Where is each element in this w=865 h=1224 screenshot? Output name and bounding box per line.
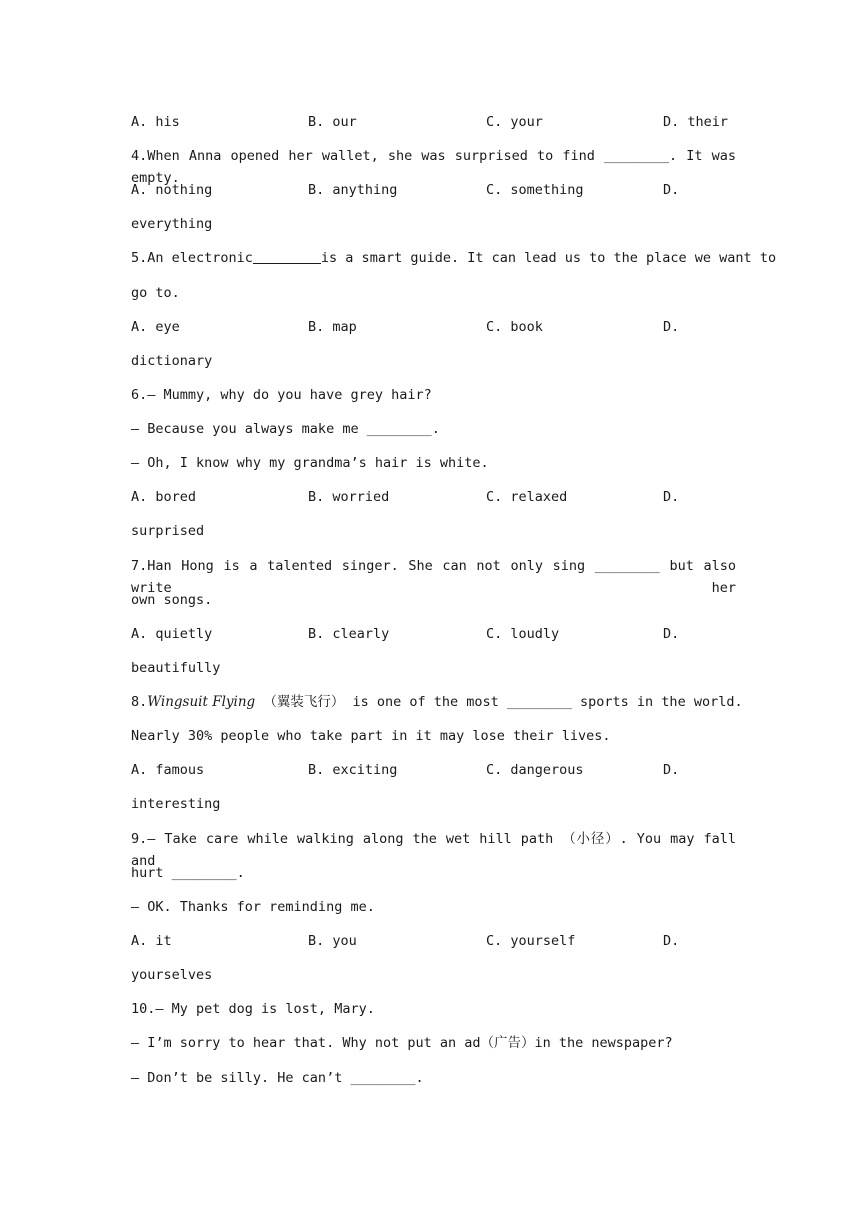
q7-option-d[interactable]: D.	[663, 626, 680, 642]
q4-option-a[interactable]: A. nothing	[131, 182, 213, 198]
q3-option-c[interactable]: C. your	[486, 114, 543, 130]
q4-option-d[interactable]: D.	[663, 182, 680, 198]
q7-option-d-text: beautifully	[131, 660, 221, 676]
q6-option-d[interactable]: D.	[663, 489, 680, 505]
q7-option-c[interactable]: C. loudly	[486, 626, 560, 642]
q8-line-1-rest: （翼装飞行） is one of the most ________ sports in the world.	[263, 694, 743, 710]
q4-option-b[interactable]: B. anything	[308, 182, 398, 198]
q10-line-3: — Don’t be silly. He can’t ________.	[131, 1070, 424, 1086]
q7-option-b[interactable]: B. clearly	[308, 626, 390, 642]
q5-stem-end: is a smart guide. It can lead us to the place we want to	[320, 250, 777, 266]
q7-line-2: own songs.	[131, 592, 213, 608]
q5-option-c[interactable]: C. book	[486, 319, 543, 335]
q9-option-c[interactable]: C. yourself	[486, 933, 576, 949]
q8-number: 8.	[131, 694, 148, 710]
q7-options	[131, 623, 736, 645]
q4-option-d-text: everything	[131, 216, 213, 232]
q9-line-1: 9.— Take care while walking along the wet hill path （小径）. You may fall and	[131, 831, 736, 869]
q6-line-3: — Oh, I know why my grandma’s hair is white.	[131, 455, 489, 471]
q5-option-a[interactable]: A. eye	[131, 319, 180, 335]
q7-option-a[interactable]: A. quietly	[131, 626, 213, 642]
q6-line-2: — Because you always make me ________.	[131, 421, 440, 437]
q3-options	[131, 111, 736, 133]
q5-stem	[131, 247, 777, 269]
q6-option-c[interactable]: C. relaxed	[486, 489, 568, 505]
q6-option-b[interactable]: B. worried	[308, 489, 390, 505]
q8-option-a[interactable]: A. famous	[131, 762, 205, 778]
q3-option-d[interactable]: D. their	[663, 114, 729, 130]
q10-line-2: — I’m sorry to hear that. Why not put an ad（广告）in the newspaper?	[131, 1035, 673, 1051]
q9-line-3: — OK. Thanks for reminding me.	[131, 899, 375, 915]
q4-stem: 4.When Anna opened her wallet, she was surprised to find ________. It was empty.	[131, 148, 736, 186]
q7-line-1: 7.Han Hong is a talented singer. She can not only sing ________ but also write her	[131, 558, 736, 596]
q5-option-d-text: dictionary	[131, 353, 213, 369]
q6-options	[131, 486, 736, 508]
q5-options	[131, 316, 736, 338]
q6-line-1: 6.— Mummy, why do you have grey hair?	[131, 387, 432, 403]
q8-italic-term: Wingsuit Flying	[147, 694, 256, 710]
q5-option-b[interactable]: B. map	[308, 319, 357, 335]
q5-option-d[interactable]: D.	[663, 319, 680, 335]
q10-line-1: 10.— My pet dog is lost, Mary.	[131, 1001, 375, 1017]
q6-option-d-text: surprised	[131, 523, 205, 539]
q9-option-a[interactable]: A. it	[131, 933, 172, 949]
q8-option-c[interactable]: C. dangerous	[486, 762, 584, 778]
q9-option-b[interactable]: B. you	[308, 933, 357, 949]
q8-line-1	[131, 691, 743, 713]
q9-options	[131, 930, 736, 952]
q6-option-a[interactable]: A. bored	[131, 489, 197, 505]
q3-option-a[interactable]: A. his	[131, 114, 180, 130]
q8-options	[131, 759, 736, 781]
q8-option-d[interactable]: D.	[663, 762, 680, 778]
q8-line-2: Nearly 30% people who take part in it may lose their lives.	[131, 728, 611, 744]
q9-line-2: hurt ________.	[131, 865, 245, 881]
q5-stem-cont: go to.	[131, 285, 180, 301]
q9-option-d-text: yourselves	[131, 967, 213, 983]
q9-option-d[interactable]: D.	[663, 933, 680, 949]
q5-blank	[253, 249, 321, 264]
q8-option-b[interactable]: B. exciting	[308, 762, 398, 778]
q8-option-d-text: interesting	[131, 796, 221, 812]
q3-option-b[interactable]: B. our	[308, 114, 357, 130]
q4-option-c[interactable]: C. something	[486, 182, 584, 198]
q4-options	[131, 179, 736, 201]
q5-stem-start: 5.An electronic	[131, 250, 253, 266]
